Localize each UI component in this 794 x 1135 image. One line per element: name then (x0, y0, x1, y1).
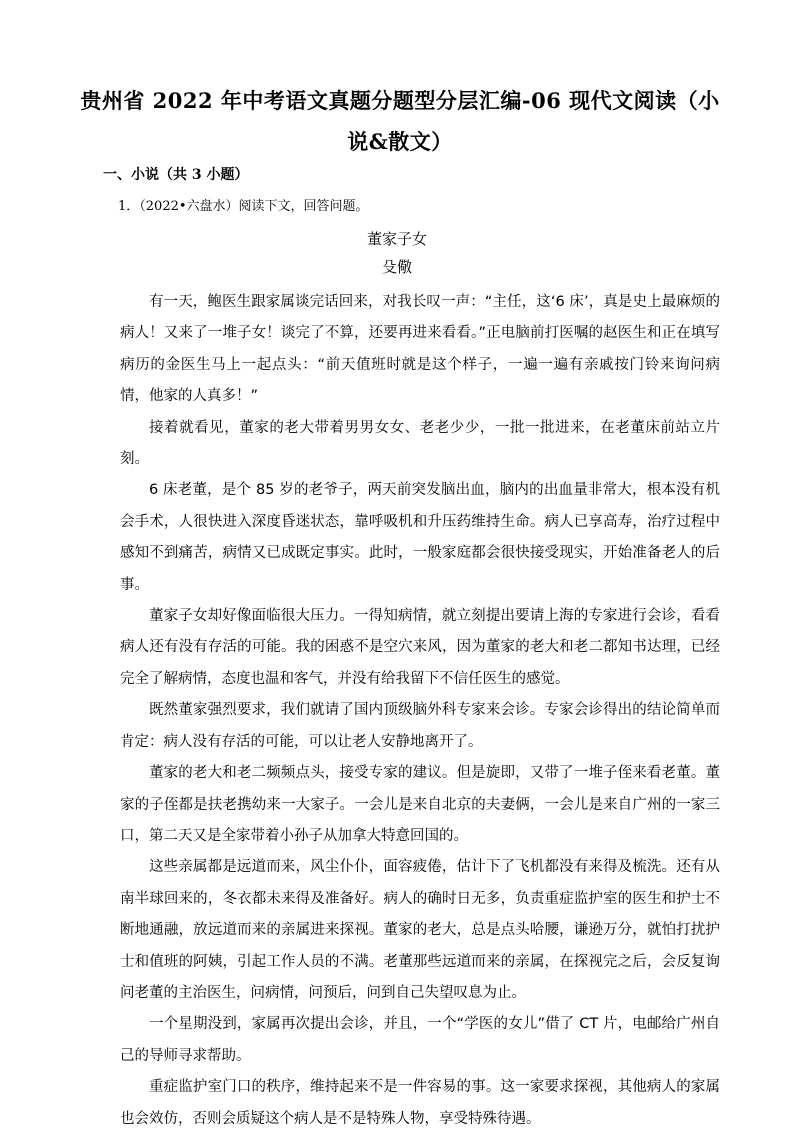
paragraph: 6 床老董，是个 85 岁的老爷子，两天前突发脑出血，脑内的出血量非常大，根本没有机会手术，人很快进入深度昏迷状态，靠呼吸机和升压药维持生命。病人已享高寿，治疗过程中感知不到痛苦，病情又已成既定事实。此时，一般家庭都会很快接受现实，开始准备老人的后事。 (120, 482, 720, 593)
paragraph: 这些亲属都是远道而来，风尘仆仆，面容疲倦，估计下了飞机都没有来得及梳洗。还有从南半球回来的，冬衣都未来得及准备好。病人的确时日无多，负责重症监护室的医生和护士不断地通融，放远道而来的亲属进来探视。董家的老大，总是点头哈腰，谦逊万分，就怕打扰护士和值班的阿姨，引起工作人员的不满。老董那些远道而来的亲属，在探视完之后，会反复询问老董的主治医生，问病情，问预后，问到自己失望叹息为止。 (120, 859, 720, 1001)
story-title: 董家子女 (366, 230, 427, 248)
paragraph: 一个星期没到，家属再次提出会诊，并且，一个“学医的女儿”借了 CT 片，电邮给广州自己的导师寻求帮助。 (120, 1016, 720, 1064)
section-heading: 一、小说（共 3 小题） (103, 167, 249, 183)
paragraph: 接着就看见，董家的老大带着男男女女、老老少少，一批一批进来，在老董床前站立片刻。 (120, 419, 720, 468)
document-title: 贵州省 2022 年中考语文真题分题型分层汇编-06 现代文阅读（小说&散文） (80, 88, 720, 154)
paragraph: 既然董家强烈要求，我们就请了国内顶级脑外科专家来会诊。专家会诊得出的结论简单而肯定：病人没有存活的可能，可以让老人安静地离开了。 (120, 702, 720, 750)
paragraph: 重症监护室门口的秩序，维持起来不是一件容易的事。这一家要求探视，其他病人的家属也会效仿，否则会质疑这个病人是不是特殊人物，享受特殊待遇。 (120, 1079, 720, 1127)
story-body (120, 287, 720, 1135)
paragraph: 董家的老大和老二频频点头，接受专家的建议。但是旋即，又带了一堆子侄来看老董。董家的子侄都是扶老携幼来一大家子。一会儿是来自北京的夫妻俩，一会儿是来自广州的一家三口，第二天又是全家带着小孙子从加拿大特意回国的。 (120, 765, 720, 844)
paragraph: 有一天，鲍医生跟家属谈完话回来，对我长叹一声：“主任，这‘6 床’，真是史上最麻烦的病人！又来了一堆子女！谈完了不算，还要再进来看看。”正电脑前打医嘱的赵医生和正在填写病历的金医生马上一起点头：“前天值班时就是这个样子，一遍一遍有亲戚按门铃来询问病情，他家的人真多！” (120, 294, 720, 405)
question-intro: 1．（2022•六盘水）阅读下文，回答问题。 (118, 199, 369, 214)
paragraph: 董家子女却好像面临很大压力。一得知病情，就立刻提出要请上海的专家进行会诊，看看病人还有没有存活的可能。我的困惑不是空穴来风，因为董家的老大和老二都知书达理，已经完全了解病情，态度也温和客气，并没有给我留下不信任医生的感觉。 (120, 608, 720, 687)
story-author: 殳儆 (381, 258, 412, 276)
